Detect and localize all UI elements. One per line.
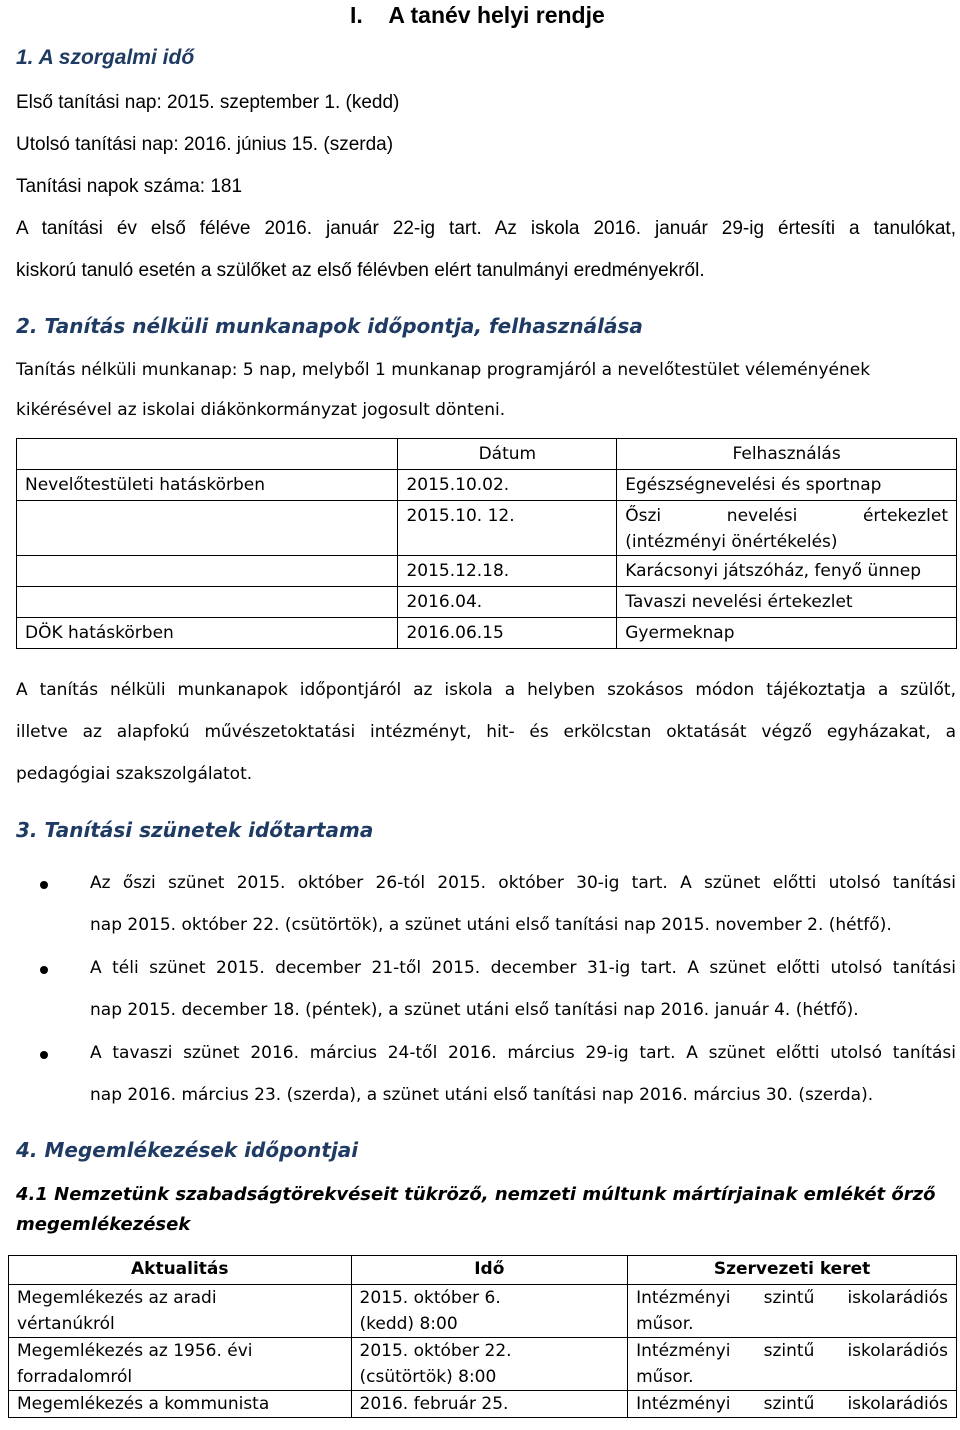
table-cell-use: Karácsonyi játszóház, fenyő ünnep [617,556,957,587]
header-cell-date: Dátum [398,439,617,470]
first-school-day: Első tanítási nap: 2015. szeptember 1. (kedd) [16,92,400,113]
semester-paragraph-line-1 [16,218,956,240]
table-cell-use [617,501,957,556]
table-cell-use: Egészségnevelési és sportnap [617,470,957,501]
table-cell-topic [9,1285,352,1338]
table-cell-date: 2016.06.15 [398,618,617,649]
commemoration-table [8,1255,957,1418]
cell-line: Intézményi szintű iskolarádiós [636,1394,948,1414]
header-cell-empty [17,439,398,470]
section-2-heading: 2. Tanítás nélküli munkanapok időpontja, felhasználása [16,314,643,338]
section-3-heading: 3. Tanítási szünetek időtartama [16,818,374,842]
table-cell-frame [628,1338,957,1391]
cell-line: Megemlékezés a kommunista [17,1394,270,1414]
break-item-spring-line-1 [90,1043,956,1063]
section-4-1-heading-line-2: megemlékezések [16,1214,191,1235]
workday-table [16,438,957,649]
break-item-winter-line-2: nap 2015. december 18. (péntek), a szünet utáni első tanítási nap 2016. január 4. (hétfő). [90,1000,859,1020]
table-row [9,1391,957,1418]
cell-line: 2015. október 22. [359,1341,512,1361]
table-cell-use: Gyermeknap [617,618,957,649]
table-row [9,1285,957,1338]
break-item-winter-line-1 [90,958,956,978]
cell-line: 2015. október 6. [359,1288,501,1308]
table-cell-topic [9,1338,352,1391]
table-row [17,470,957,501]
table-header-row [9,1256,957,1285]
cell-line: Megemlékezés az aradi [17,1288,217,1308]
table-cell-authority [17,587,398,618]
table-cell-time [351,1391,628,1418]
break-spring-text-1: A tavaszi szünet 2016. március 24-től 2016. március 29-ig tart. A szünet előtti utolsó tanítási [90,1043,956,1063]
notice-text-2: illetve az alapfokú művészetoktatási intézményt, hit- és erkölcstan oktatását végző egyházakat, a [16,722,956,742]
school-days-count: Tanítási napok száma: 181 [16,176,243,197]
table-cell-date: 2015.10. 12. [398,501,617,556]
cell-line: forradalomról [17,1367,133,1387]
header-cell-use: Felhasználás [617,439,957,470]
section-2-intro-line-2: kikérésével az iskolai diákönkormányzat jogosult dönteni. [16,400,506,420]
table-cell-use-line-2: (intézményi önértékelés) [625,532,838,552]
break-winter-text-1: A téli szünet 2015. december 21-től 2015. december 31-ig tart. A szünet előtti utolsó tanítási [90,958,956,978]
table-cell-time [351,1338,628,1391]
semester-paragraph-line-2: kiskorú tanuló esetén a szülőket az első félévben elért tanulmányi eredményekről. [16,260,705,281]
table-cell-authority: Nevelőtestületi hatáskörben [17,470,398,501]
table-row [17,618,957,649]
table-cell-use-line-1: Őszi nevelési értekezlet [625,506,948,526]
last-school-day: Utolsó tanítási nap: 2016. június 15. (szerda) [16,134,394,155]
table-cell-authority [17,501,398,556]
section-4-1-heading-line-1: 4.1 Nemzetünk szabadságtörekvéseit tükröző, nemzeti múltunk mártírjainak emlékét őrző [16,1184,936,1205]
cell-line: vértanúkról [17,1314,115,1334]
section-2-intro-line-1: Tanítás nélküli munkanap: 5 nap, melyből 1 munkanap programjáról a nevelőtestület véleményének [16,360,871,380]
table-header-row [17,439,957,470]
table-cell-authority [17,556,398,587]
page-title: I. A tanév helyi rendje [350,2,605,28]
break-item-autumn-line-2: nap 2015. október 22. (csütörtök), a szünet utáni első tanítási nap 2015. november 2. (hétfő). [90,915,892,935]
semester-text-1: A tanítási év első féléve 2016. január 22-ig tart. Az iskola 2016. január 29-ig értesíti a tanulókat, [16,218,956,239]
cell-line: Intézményi szintű iskolarádiós [636,1288,948,1308]
notice-paragraph-line-1 [16,680,956,700]
bullet-icon [40,966,48,974]
break-item-autumn-line-1 [90,873,956,893]
break-item-spring-line-2: nap 2016. március 23. (szerda), a szünet utáni első tanítási nap 2016. március 30. (szerda). [90,1085,874,1105]
cell-line: műsor. [636,1367,694,1387]
cell-line: műsor. [636,1314,694,1334]
table-row [17,556,957,587]
notice-text-1: A tanítás nélküli munkanapok időpontjáról az iskola a helyben szokásos módon tájékoztatja a szülőt, [16,680,956,700]
break-autumn-text-1: Az őszi szünet 2015. október 26-tól 2015. október 30-ig tart. A szünet előtti utolsó tanítási [90,873,956,893]
table-cell-frame [628,1285,957,1338]
cell-line: (kedd) 8:00 [359,1314,458,1334]
table-cell-topic [9,1391,352,1418]
notice-paragraph-line-2 [16,722,956,742]
table-cell-frame [628,1391,957,1418]
table-cell-date: 2015.10.02. [398,470,617,501]
table-cell-date: 2016.04. [398,587,617,618]
header-cell-frame: Szervezeti keret [628,1256,957,1285]
cell-line: 2016. február 25. [359,1394,509,1414]
section-4-heading: 4. Megemlékezések időpontjai [16,1138,359,1162]
header-cell-topic: Aktualitás [9,1256,352,1285]
cell-line: Megemlékezés az 1956. évi [17,1341,253,1361]
header-cell-time: Idő [351,1256,628,1285]
table-cell-time [351,1285,628,1338]
section-1-heading: 1. A szorgalmi idő [16,46,195,69]
table-cell-use: Tavaszi nevelési értekezlet [617,587,957,618]
notice-paragraph-line-3: pedagógiai szakszolgálatot. [16,764,253,784]
bullet-icon [40,881,48,889]
table-cell-authority: DÖK hatáskörben [17,618,398,649]
table-cell-date: 2015.12.18. [398,556,617,587]
cell-line: (csütörtök) 8:00 [359,1367,497,1387]
table-row [9,1338,957,1391]
cell-line: Intézményi szintű iskolarádiós [636,1341,948,1361]
bullet-icon [40,1051,48,1059]
table-row [17,587,957,618]
table-row [17,501,957,556]
